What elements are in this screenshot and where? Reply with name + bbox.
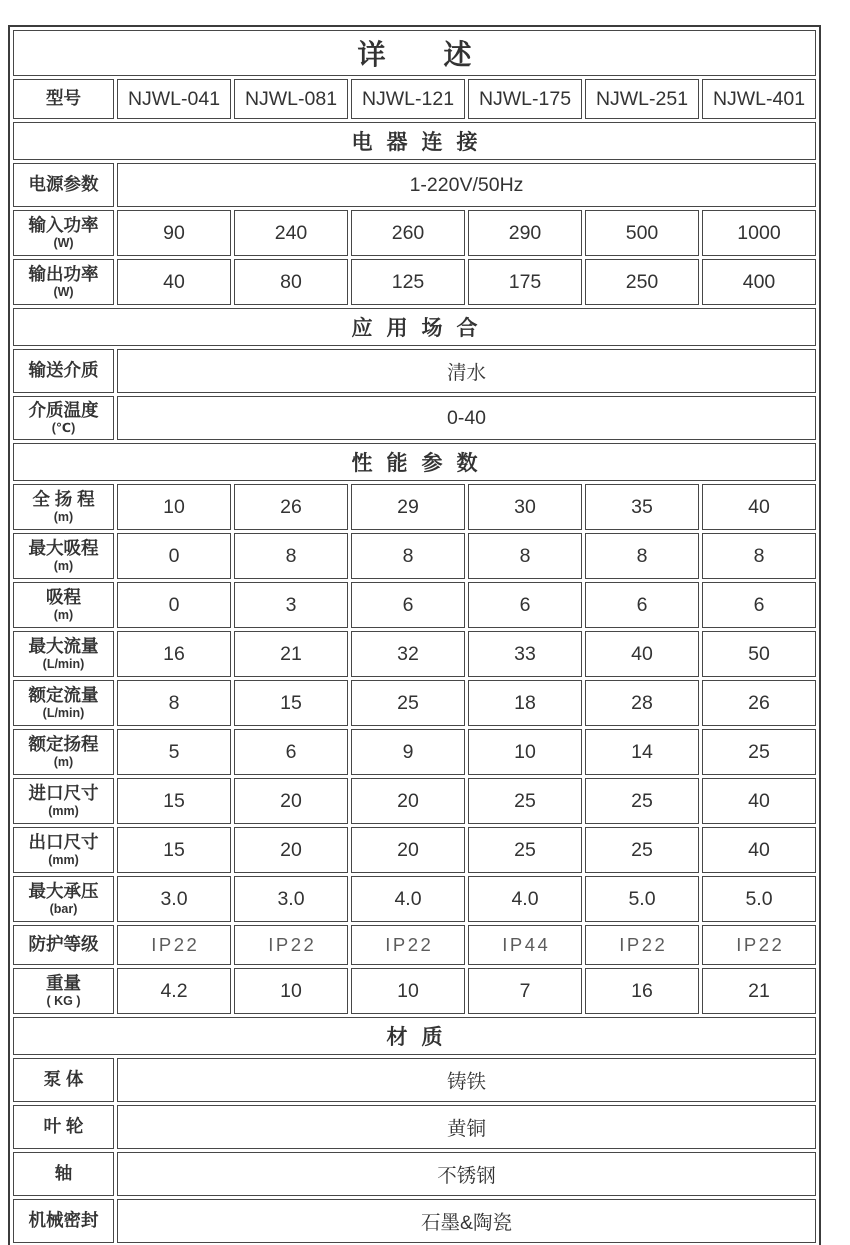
row-label-unit: (m) [53, 559, 74, 574]
cell-value: 3 [234, 582, 348, 628]
cell-value: 32 [351, 631, 465, 677]
cell-value: NJWL-401 [702, 79, 816, 119]
row-label [13, 1199, 114, 1243]
cell-value: IP22 [234, 925, 348, 965]
cell-value: 25 [468, 778, 582, 824]
row-label [13, 680, 114, 726]
section-row [13, 443, 816, 481]
cell-value: 5 [117, 729, 231, 775]
cell-value: 26 [234, 484, 348, 530]
row-label [13, 533, 114, 579]
cell-value: 175 [468, 259, 582, 305]
row-label [13, 827, 114, 873]
cell-value: 29 [351, 484, 465, 530]
cell-value: 6 [585, 582, 699, 628]
row-label [13, 79, 114, 119]
row-label-text: 型号 [46, 88, 81, 109]
cell-value: 16 [117, 631, 231, 677]
cell-value: IP22 [702, 925, 816, 965]
cell-value: 黄铜 [117, 1105, 816, 1149]
cell-value: 15 [117, 778, 231, 824]
cell-value: 8 [234, 533, 348, 579]
row-label-text: 介质温度 [28, 399, 99, 420]
row-label [13, 778, 114, 824]
cell-value: 250 [585, 259, 699, 305]
table-row [13, 349, 816, 393]
cell-value: 10 [234, 968, 348, 1014]
row-label-text: 最大吸程 [28, 537, 99, 558]
cell-value: 90 [117, 210, 231, 256]
cell-value: 15 [234, 680, 348, 726]
spec-table-body [13, 30, 816, 1243]
cell-value: 铸铁 [117, 1058, 816, 1102]
cell-value: 8 [117, 680, 231, 726]
table-row [13, 1058, 816, 1102]
cell-value: 10 [117, 484, 231, 530]
cell-value: IP22 [117, 925, 231, 965]
cell-value: 不锈钢 [117, 1152, 816, 1196]
row-label-unit: ( KG ) [46, 994, 81, 1009]
table-row [13, 396, 816, 440]
cell-value: 33 [468, 631, 582, 677]
row-label-unit: (m) [53, 510, 74, 525]
row-label-text: 全 扬 程 [32, 488, 95, 509]
row-label [13, 210, 114, 256]
cell-value: 21 [234, 631, 348, 677]
row-label-text: 吸程 [46, 586, 81, 607]
row-label-unit: (L/min) [42, 706, 85, 721]
table-row [13, 680, 816, 726]
cell-value: 1-220V/50Hz [117, 163, 816, 207]
cell-value: 26 [702, 680, 816, 726]
row-label-text: 额定流量 [28, 684, 99, 705]
cell-value: 50 [702, 631, 816, 677]
row-label [13, 259, 114, 305]
cell-value: NJWL-081 [234, 79, 348, 119]
row-label [13, 876, 114, 922]
row-label-unit: (W) [53, 285, 74, 300]
cell-value: 40 [117, 259, 231, 305]
table-row [13, 259, 816, 305]
row-label [13, 396, 114, 440]
row-label [13, 729, 114, 775]
cell-value: 0 [117, 533, 231, 579]
row-label-text: 轴 [54, 1163, 73, 1184]
row-label-text: 输出功率 [28, 263, 99, 284]
section-title: 材质 [13, 1017, 816, 1055]
cell-value: 5.0 [585, 876, 699, 922]
row-label-text: 电源参数 [28, 174, 99, 195]
table-row [13, 533, 816, 579]
table-row [13, 1152, 816, 1196]
cell-value: 0 [117, 582, 231, 628]
cell-value: 14 [585, 729, 699, 775]
cell-value: 40 [702, 484, 816, 530]
cell-value: 4.0 [351, 876, 465, 922]
cell-value: 28 [585, 680, 699, 726]
cell-value: 5.0 [702, 876, 816, 922]
table-row [13, 729, 816, 775]
cell-value: NJWL-041 [117, 79, 231, 119]
row-label-text: 进口尺寸 [28, 782, 99, 803]
row-label [13, 582, 114, 628]
row-label-text: 重量 [46, 972, 81, 993]
row-label-text: 额定扬程 [28, 733, 99, 754]
cell-value: 10 [468, 729, 582, 775]
cell-value: 0-40 [117, 396, 816, 440]
cell-value: 3.0 [117, 876, 231, 922]
row-label [13, 349, 114, 393]
row-label-text: 机械密封 [28, 1210, 99, 1231]
table-row [13, 484, 816, 530]
cell-value: 25 [468, 827, 582, 873]
table-row [13, 925, 816, 965]
row-label [13, 163, 114, 207]
row-label [13, 925, 114, 965]
section-title: 电器连接 [13, 122, 816, 160]
row-label-text: 输送介质 [28, 360, 99, 381]
cell-value: 3.0 [234, 876, 348, 922]
cell-value: 8 [585, 533, 699, 579]
table-row [13, 79, 816, 119]
section-row [13, 308, 816, 346]
row-label-unit: (L/min) [42, 657, 85, 672]
cell-value: 4.2 [117, 968, 231, 1014]
row-label [13, 968, 114, 1014]
cell-value: 18 [468, 680, 582, 726]
row-label-text: 防护等级 [28, 934, 99, 955]
cell-value: 10 [351, 968, 465, 1014]
table-row [13, 968, 816, 1014]
table-row [13, 827, 816, 873]
cell-value: 6 [468, 582, 582, 628]
row-label [13, 631, 114, 677]
cell-value: 6 [234, 729, 348, 775]
cell-value: 25 [351, 680, 465, 726]
cell-value: 30 [468, 484, 582, 530]
cell-value: 500 [585, 210, 699, 256]
cell-value: NJWL-251 [585, 79, 699, 119]
table-row [13, 631, 816, 677]
cell-value: 35 [585, 484, 699, 530]
cell-value: 9 [351, 729, 465, 775]
row-label-unit: (m) [53, 755, 74, 770]
cell-value: 21 [702, 968, 816, 1014]
cell-value: NJWL-175 [468, 79, 582, 119]
section-row [13, 122, 816, 160]
row-label-text: 最大流量 [28, 635, 99, 656]
cell-value: 清水 [117, 349, 816, 393]
table-row [13, 876, 816, 922]
table-row [13, 210, 816, 256]
cell-value: 40 [702, 827, 816, 873]
cell-value: 20 [234, 827, 348, 873]
cell-value: NJWL-121 [351, 79, 465, 119]
section-row [13, 1017, 816, 1055]
cell-value: 25 [585, 778, 699, 824]
table-row [13, 778, 816, 824]
spec-table [8, 25, 821, 1245]
cell-value: IP22 [351, 925, 465, 965]
row-label-text: 泵 体 [43, 1069, 84, 1090]
row-label [13, 1105, 114, 1149]
row-label-unit: (m) [53, 608, 74, 623]
section-title: 性能参数 [13, 443, 816, 481]
table-row [13, 1199, 816, 1243]
cell-value: 80 [234, 259, 348, 305]
cell-value: 1000 [702, 210, 816, 256]
row-label-text: 叶 轮 [43, 1116, 84, 1137]
table-row [13, 582, 816, 628]
table-row [13, 1105, 816, 1149]
cell-value: 8 [468, 533, 582, 579]
cell-value: 25 [585, 827, 699, 873]
cell-value: IP44 [468, 925, 582, 965]
cell-value: 20 [234, 778, 348, 824]
row-label-unit: (W) [53, 236, 74, 251]
row-label-text: 出口尺寸 [28, 831, 99, 852]
cell-value: 8 [702, 533, 816, 579]
cell-value: 20 [351, 827, 465, 873]
cell-value: 400 [702, 259, 816, 305]
cell-value: 290 [468, 210, 582, 256]
row-label-text: 输入功率 [28, 214, 99, 235]
cell-value: 20 [351, 778, 465, 824]
cell-value: 6 [351, 582, 465, 628]
table-title: 详述 [13, 30, 816, 76]
cell-value: 125 [351, 259, 465, 305]
cell-value: 石墨&陶瓷 [117, 1199, 816, 1243]
cell-value: 15 [117, 827, 231, 873]
row-label-unit: (℃) [51, 421, 76, 436]
cell-value: 16 [585, 968, 699, 1014]
cell-value: 25 [702, 729, 816, 775]
row-label-unit: (mm) [48, 804, 79, 819]
cell-value: 240 [234, 210, 348, 256]
section-row [13, 30, 816, 76]
cell-value: 4.0 [468, 876, 582, 922]
row-label-unit: (mm) [48, 853, 79, 868]
section-title: 应用场合 [13, 308, 816, 346]
cell-value: IP22 [585, 925, 699, 965]
row-label-text: 最大承压 [28, 880, 99, 901]
cell-value: 6 [702, 582, 816, 628]
cell-value: 260 [351, 210, 465, 256]
cell-value: 8 [351, 533, 465, 579]
row-label [13, 484, 114, 530]
row-label [13, 1152, 114, 1196]
cell-value: 40 [702, 778, 816, 824]
table-row [13, 163, 816, 207]
cell-value: 7 [468, 968, 582, 1014]
cell-value: 40 [585, 631, 699, 677]
row-label [13, 1058, 114, 1102]
row-label-unit: (bar) [49, 902, 78, 917]
